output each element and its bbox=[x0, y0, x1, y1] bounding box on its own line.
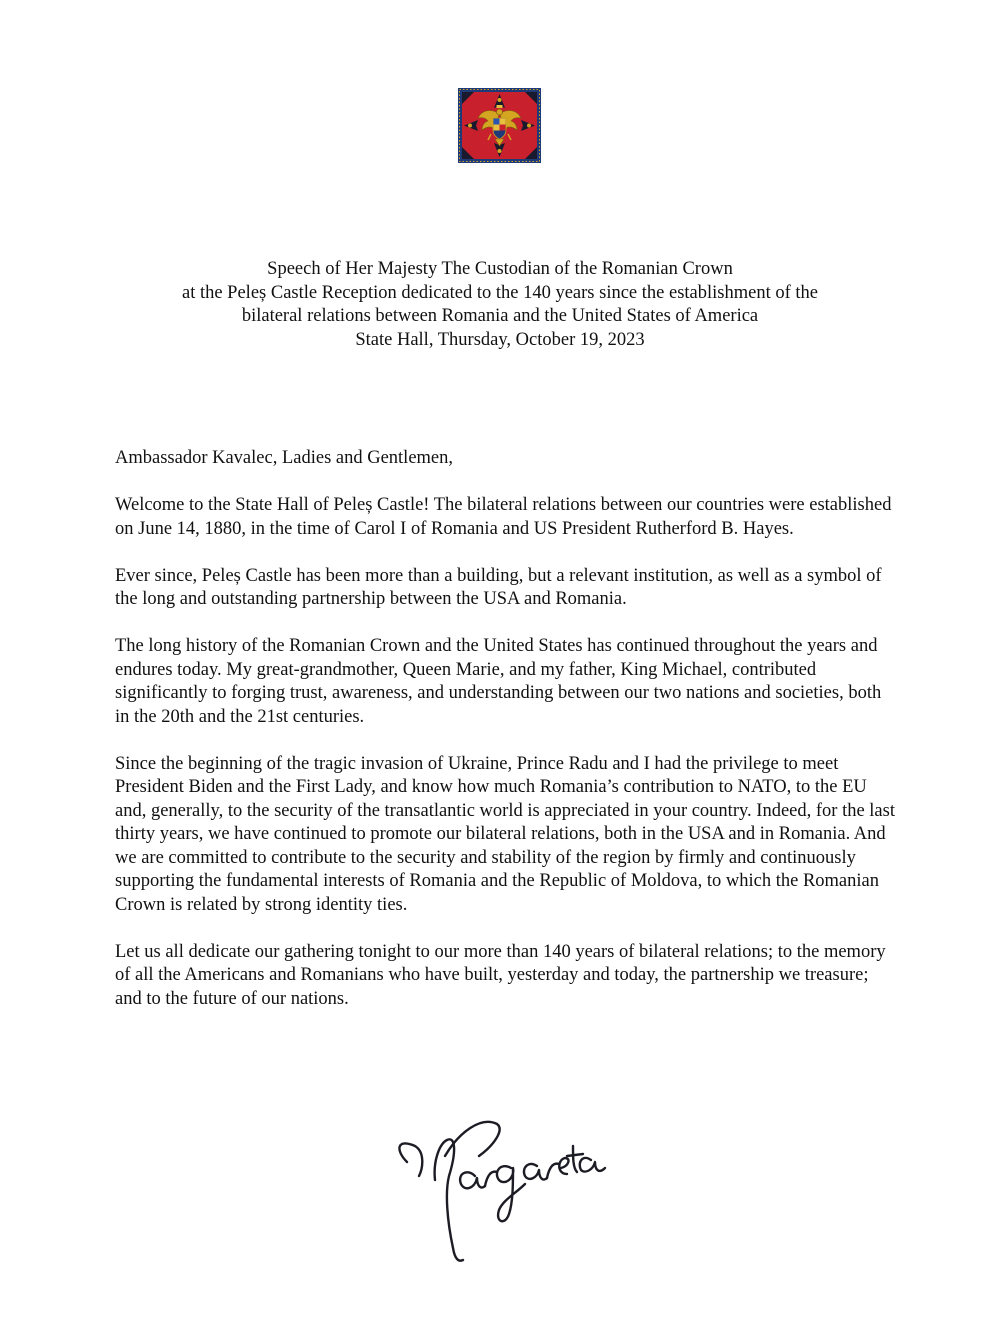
title-line: at the Peleș Castle Reception dedicated to the 140 years since the establishment of the bbox=[181, 282, 818, 303]
royal-emblem bbox=[458, 88, 541, 163]
salutation: Ambassador Kavalec, Ladies and Gentlemen, bbox=[115, 448, 454, 468]
romanian-royal-coat-of-arms-icon bbox=[458, 88, 541, 163]
speech-body bbox=[115, 447, 895, 1035]
title-line: bilateral relations between Romania and the United States of America bbox=[241, 306, 759, 326]
paragraph: The long history of the Romanian Crown and the United States has continued throughout the years and endures today. My great-grandmother, Queen Marie, and my father, King Michael, contributed significantly to forging trust, awareness, and understanding between our two nations and societies, both in the 20th and the 21st centuries. bbox=[115, 636, 882, 727]
title-line: Speech of Her Majesty The Custodian of the Romanian Crown bbox=[267, 259, 733, 279]
title-line: State Hall, Thursday, October 19, 2023 bbox=[355, 329, 645, 350]
speech-title bbox=[100, 258, 900, 352]
paragraph: Welcome to the State Hall of Peleș Castle! The bilateral relations between our countries were established on June 14, 1880, in the time of Carol I of Romania and US President Rutherford B. Hayes. bbox=[115, 495, 892, 539]
paragraph: Let us all dedicate our gathering tonight to our more than 140 years of bilateral relations; to the memory of all the Americans and Romanians who have built, yesterday and today, the partnership we treasure; and to the future of our nations. bbox=[115, 941, 886, 1009]
signature-icon bbox=[385, 1110, 615, 1270]
paragraph: Since the beginning of the tragic invasion of Ukraine, Prince Radu and I had the privilege to meet President Biden and the First Lady, and know how much Romania’s contribution to NATO, to the EU and, generally, to the security of the transatlantic world is appreciated in your country. Indeed, for the last thirty years, we have continued to promote our bilateral relations, both in the USA and in Romania. And we are committed to contribute to the security and stability of the region by firmly and continuously supporting the fundamental interests of Romania and the Republic of Moldova, to which the Romanian Crown is related by strong identity ties. bbox=[115, 753, 895, 915]
handwritten-signature bbox=[385, 1110, 615, 1270]
paragraph: Ever since, Peleș Castle has been more than a building, but a relevant institution, as well as a symbol of the long and outstanding partnership between the USA and Romania. bbox=[115, 565, 882, 609]
